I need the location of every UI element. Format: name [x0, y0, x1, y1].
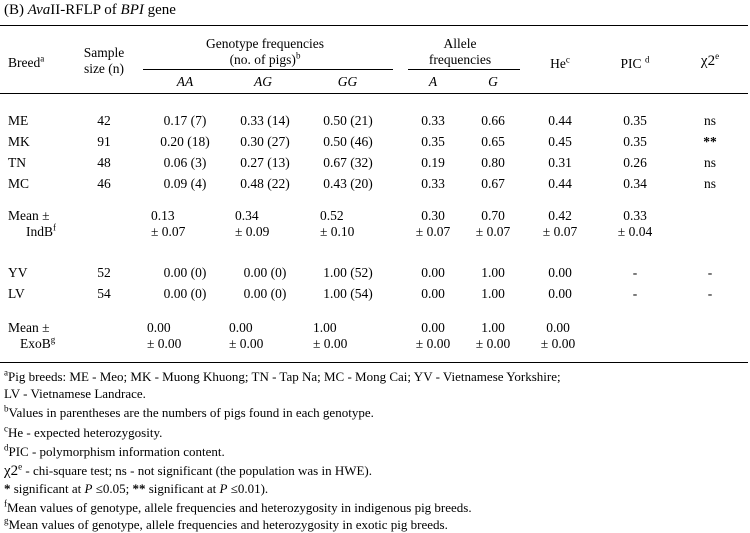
footnote-a: $^a$Pig breeds: ME - Meo; MK - Muong Khuong; TN - Tap Na; MC - Mong Cai; YV - Vietnamese Yorkshire; [4, 367, 561, 384]
footnote-e: χ2e - chi-square test; ns - not significant (the population was in HWE). [4, 461, 373, 479]
footnote-c: $^c$He - expected heterozygosity. [4, 423, 163, 440]
footnote-d: $^d$PIC - polymorphism information content. [4, 442, 225, 459]
header-aa: AA [176, 74, 194, 89]
header-rule [0, 93, 748, 94]
header-ag: AG [254, 74, 272, 89]
header-gg: GG [337, 74, 358, 89]
footnote-g: $^g$Mean values of genotype, allele frequencies and heterozygosity in exotic pig breeds. [4, 515, 448, 532]
header-breed: Breed$^a$ [8, 53, 45, 70]
table-title: (B) AvaII-RFLP of BPI gene [4, 2, 176, 18]
header-allele: Allele frequencies [428, 36, 492, 67]
footnote-b: $^b$Values in parentheses are the numbers of pigs found in each genotype. [4, 403, 374, 420]
footnote-a-cont: LV - Vietnamese Landrace. [4, 386, 146, 401]
header-g: G [488, 74, 498, 89]
header-sample: Sample size (n) [83, 45, 125, 76]
top-rule [0, 25, 748, 26]
allele-underline [408, 69, 520, 70]
header-pic: PIC $^d$ [620, 54, 650, 71]
footnote-significance: * significant at P ≤0.05; ** significant at P ≤0.01). [4, 481, 269, 496]
header-a: A [428, 74, 438, 89]
header-chi: χ2e [700, 51, 720, 69]
header-genotype: Genotype frequencies (no. of pigs)$^b$ [205, 36, 325, 67]
header-he: He$^c$ [550, 54, 570, 71]
bottom-rule [0, 362, 748, 363]
genotype-underline [143, 69, 393, 70]
footnote-f: $^f$Mean values of genotype, allele frequencies and heterozygosity in indigenous pig breeds. [4, 498, 472, 515]
